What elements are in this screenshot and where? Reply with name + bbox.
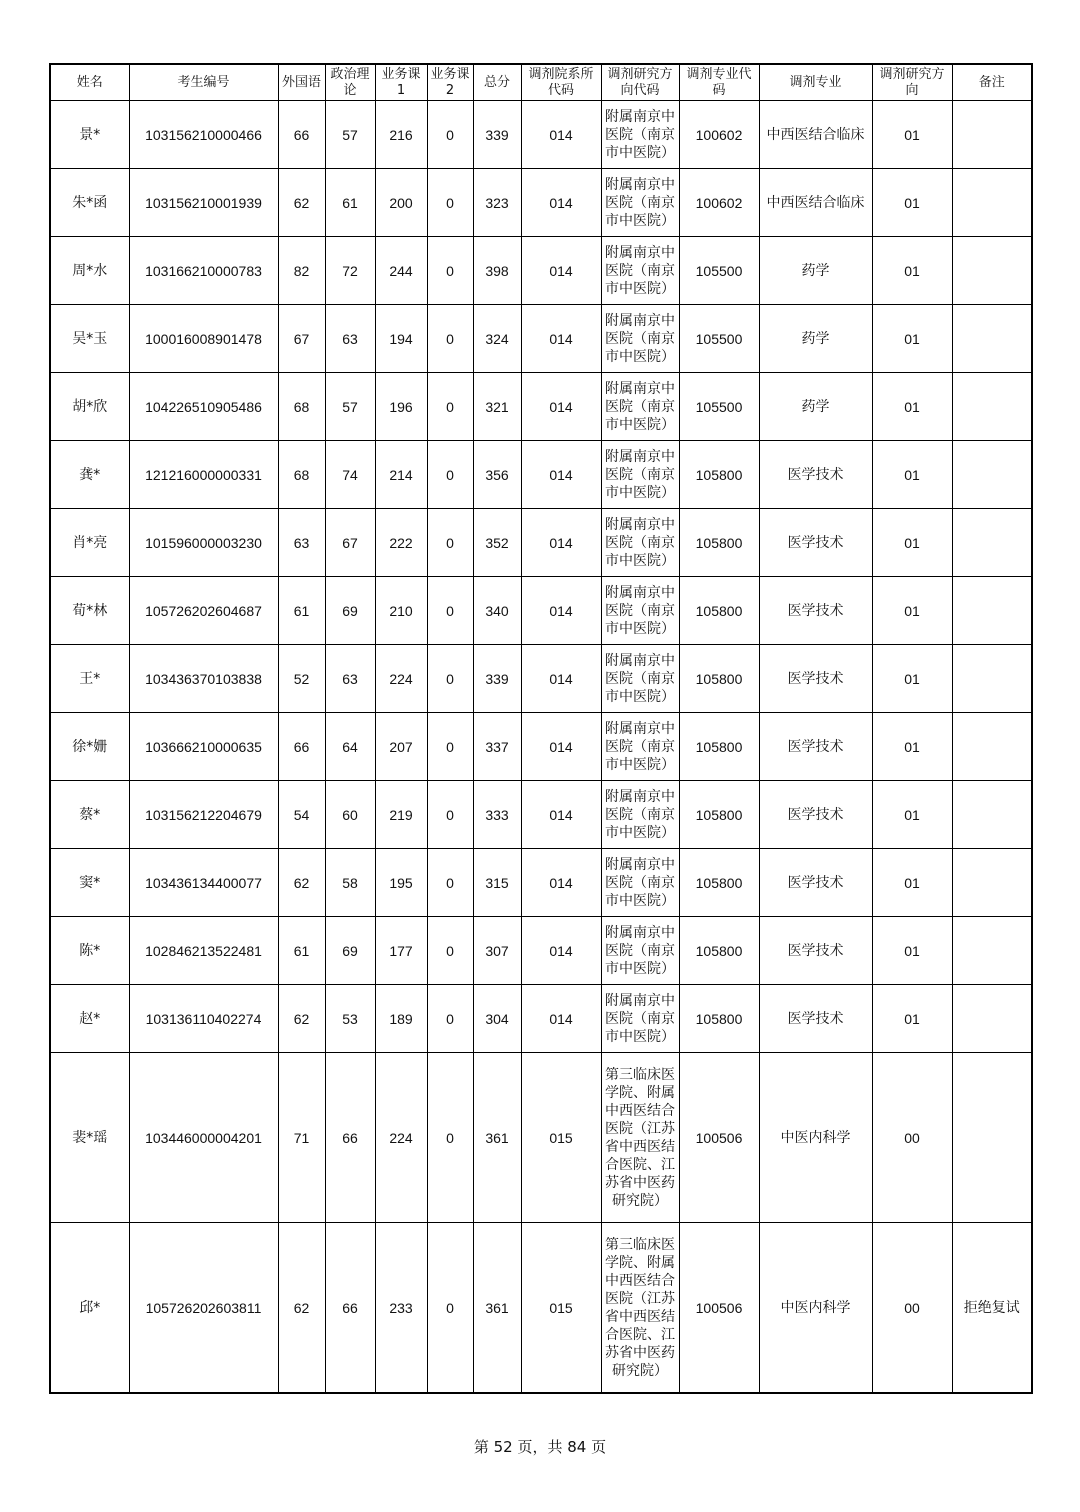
cell-exam-id: 101596000003230 xyxy=(129,509,278,577)
cell-department: 第三临床医学院、附属中西医结合医院（江苏省中西医结合医院、江苏省中医药研究院） xyxy=(601,1223,679,1394)
cell-direction: 01 xyxy=(872,305,952,373)
cell-foreign-language: 62 xyxy=(278,849,325,917)
cell-direction: 01 xyxy=(872,509,952,577)
cell-foreign-language: 68 xyxy=(278,373,325,441)
cell-total: 321 xyxy=(473,373,521,441)
cell-politics: 57 xyxy=(325,101,375,169)
cell-total: 307 xyxy=(473,917,521,985)
cell-major: 中西医结合临床 xyxy=(759,169,872,237)
cell-dept-code: 014 xyxy=(521,985,601,1053)
cell-department: 附属南京中医院（南京市中医院） xyxy=(601,577,679,645)
cell-major: 医学技术 xyxy=(759,509,872,577)
cell-department: 附属南京中医院（南京市中医院） xyxy=(601,169,679,237)
cell-dept-code: 014 xyxy=(521,373,601,441)
cell-course1: 177 xyxy=(375,917,427,985)
cell-department: 附属南京中医院（南京市中医院） xyxy=(601,101,679,169)
cell-exam-id: 103156212204679 xyxy=(129,781,278,849)
cell-major-code: 105800 xyxy=(679,781,759,849)
cell-dept-code: 014 xyxy=(521,917,601,985)
table-row xyxy=(50,441,1032,509)
cell-major: 医学技术 xyxy=(759,781,872,849)
cell-major-code: 105500 xyxy=(679,305,759,373)
cell-total: 323 xyxy=(473,169,521,237)
header-exam-id: 考生编号 xyxy=(129,64,278,101)
cell-remarks xyxy=(952,509,1032,577)
cell-major-code: 105800 xyxy=(679,985,759,1053)
cell-politics: 74 xyxy=(325,441,375,509)
cell-name: 胡*欣 xyxy=(50,373,129,441)
cell-department: 附属南京中医院（南京市中医院） xyxy=(601,373,679,441)
cell-name: 荀*林 xyxy=(50,577,129,645)
cell-course1: 194 xyxy=(375,305,427,373)
cell-major: 医学技术 xyxy=(759,441,872,509)
cell-course2: 0 xyxy=(427,645,473,713)
cell-foreign-language: 66 xyxy=(278,713,325,781)
cell-name: 吴*玉 xyxy=(50,305,129,373)
cell-dept-code: 014 xyxy=(521,781,601,849)
cell-remarks xyxy=(952,305,1032,373)
table-row xyxy=(50,849,1032,917)
cell-dept-code: 014 xyxy=(521,849,601,917)
cell-course1: 216 xyxy=(375,101,427,169)
cell-exam-id: 103156210001939 xyxy=(129,169,278,237)
cell-major-code: 100602 xyxy=(679,101,759,169)
cell-department: 附属南京中医院（南京市中医院） xyxy=(601,237,679,305)
cell-direction: 00 xyxy=(872,1053,952,1223)
cell-exam-id: 102846213522481 xyxy=(129,917,278,985)
cell-name: 窦* xyxy=(50,849,129,917)
cell-exam-id: 103436134400077 xyxy=(129,849,278,917)
cell-major-code: 100602 xyxy=(679,169,759,237)
cell-dept-code: 015 xyxy=(521,1223,601,1394)
cell-name: 陈* xyxy=(50,917,129,985)
cell-exam-id: 103166210000783 xyxy=(129,237,278,305)
cell-major-code: 105800 xyxy=(679,713,759,781)
cell-exam-id: 105726202604687 xyxy=(129,577,278,645)
header-foreign-language: 外国语 xyxy=(278,64,325,101)
cell-major: 中医内科学 xyxy=(759,1223,872,1394)
table-row xyxy=(50,781,1032,849)
cell-total: 361 xyxy=(473,1053,521,1223)
adjustment-table xyxy=(49,63,1033,1394)
cell-total: 356 xyxy=(473,441,521,509)
cell-course2: 0 xyxy=(427,1053,473,1223)
cell-politics: 63 xyxy=(325,645,375,713)
cell-course2: 0 xyxy=(427,169,473,237)
cell-major: 医学技术 xyxy=(759,577,872,645)
cell-politics: 57 xyxy=(325,373,375,441)
cell-politics: 66 xyxy=(325,1053,375,1223)
cell-politics: 60 xyxy=(325,781,375,849)
cell-major-code: 105800 xyxy=(679,917,759,985)
cell-name: 蔡* xyxy=(50,781,129,849)
cell-remarks xyxy=(952,1053,1032,1223)
cell-foreign-language: 68 xyxy=(278,441,325,509)
cell-name: 邱* xyxy=(50,1223,129,1394)
cell-foreign-language: 54 xyxy=(278,781,325,849)
header-total: 总分 xyxy=(473,64,521,101)
cell-foreign-language: 62 xyxy=(278,169,325,237)
cell-course1: 224 xyxy=(375,645,427,713)
cell-major-code: 105500 xyxy=(679,237,759,305)
table-row xyxy=(50,985,1032,1053)
cell-remarks xyxy=(952,237,1032,305)
cell-politics: 61 xyxy=(325,169,375,237)
table-row xyxy=(50,509,1032,577)
cell-dept-code: 014 xyxy=(521,305,601,373)
table-row xyxy=(50,237,1032,305)
cell-department: 附属南京中医院（南京市中医院） xyxy=(601,305,679,373)
cell-exam-id: 105726202603811 xyxy=(129,1223,278,1394)
cell-dept-code: 014 xyxy=(521,169,601,237)
cell-direction: 01 xyxy=(872,577,952,645)
cell-remarks xyxy=(952,577,1032,645)
cell-foreign-language: 61 xyxy=(278,577,325,645)
cell-remarks xyxy=(952,917,1032,985)
table-row xyxy=(50,169,1032,237)
cell-department: 附属南京中医院（南京市中医院） xyxy=(601,849,679,917)
cell-major: 医学技术 xyxy=(759,645,872,713)
cell-direction: 01 xyxy=(872,101,952,169)
header-major-code: 调剂专业代码 xyxy=(679,64,759,101)
cell-direction: 01 xyxy=(872,713,952,781)
cell-remarks xyxy=(952,645,1032,713)
cell-remarks: 拒绝复试 xyxy=(952,1223,1032,1394)
cell-dept-code: 015 xyxy=(521,1053,601,1223)
cell-total: 315 xyxy=(473,849,521,917)
cell-name: 周*水 xyxy=(50,237,129,305)
cell-name: 裴*瑶 xyxy=(50,1053,129,1223)
table-row xyxy=(50,305,1032,373)
cell-course1: 207 xyxy=(375,713,427,781)
cell-course2: 0 xyxy=(427,917,473,985)
cell-direction: 01 xyxy=(872,645,952,713)
cell-direction: 01 xyxy=(872,781,952,849)
cell-course1: 224 xyxy=(375,1053,427,1223)
cell-direction: 01 xyxy=(872,917,952,985)
cell-name: 王* xyxy=(50,645,129,713)
cell-foreign-language: 62 xyxy=(278,1223,325,1394)
cell-major-code: 105800 xyxy=(679,645,759,713)
cell-remarks xyxy=(952,101,1032,169)
header-course1: 业务课1 xyxy=(375,64,427,101)
cell-politics: 64 xyxy=(325,713,375,781)
cell-total: 337 xyxy=(473,713,521,781)
cell-major-code: 105500 xyxy=(679,373,759,441)
cell-course2: 0 xyxy=(427,849,473,917)
table-row xyxy=(50,577,1032,645)
table-row xyxy=(50,373,1032,441)
header-dept-code: 调剂院系所代码 xyxy=(521,64,601,101)
cell-major: 药学 xyxy=(759,305,872,373)
cell-foreign-language: 63 xyxy=(278,509,325,577)
header-direction-code: 调剂研究方向代码 xyxy=(601,64,679,101)
table-row xyxy=(50,645,1032,713)
cell-major: 医学技术 xyxy=(759,985,872,1053)
cell-course2: 0 xyxy=(427,985,473,1053)
cell-exam-id: 103666210000635 xyxy=(129,713,278,781)
cell-course1: 214 xyxy=(375,441,427,509)
cell-department: 附属南京中医院（南京市中医院） xyxy=(601,917,679,985)
cell-total: 324 xyxy=(473,305,521,373)
table-body xyxy=(50,101,1032,1394)
cell-major-code: 105800 xyxy=(679,577,759,645)
cell-department: 附属南京中医院（南京市中医院） xyxy=(601,985,679,1053)
cell-foreign-language: 67 xyxy=(278,305,325,373)
cell-direction: 01 xyxy=(872,237,952,305)
header-course2: 业务课2 xyxy=(427,64,473,101)
cell-direction: 01 xyxy=(872,169,952,237)
cell-course2: 0 xyxy=(427,373,473,441)
cell-remarks xyxy=(952,169,1032,237)
cell-foreign-language: 61 xyxy=(278,917,325,985)
cell-total: 333 xyxy=(473,781,521,849)
cell-major-code: 105800 xyxy=(679,509,759,577)
cell-course1: 189 xyxy=(375,985,427,1053)
cell-department: 附属南京中医院（南京市中医院） xyxy=(601,509,679,577)
cell-department: 附属南京中医院（南京市中医院） xyxy=(601,781,679,849)
cell-remarks xyxy=(952,781,1032,849)
cell-remarks xyxy=(952,985,1032,1053)
cell-name: 肖*亮 xyxy=(50,509,129,577)
cell-major: 医学技术 xyxy=(759,849,872,917)
header-major: 调剂专业 xyxy=(759,64,872,101)
header-name: 姓名 xyxy=(50,64,129,101)
cell-major: 药学 xyxy=(759,237,872,305)
cell-direction: 01 xyxy=(872,849,952,917)
cell-name: 朱*函 xyxy=(50,169,129,237)
cell-total: 340 xyxy=(473,577,521,645)
cell-remarks xyxy=(952,373,1032,441)
cell-course2: 0 xyxy=(427,1223,473,1394)
cell-politics: 72 xyxy=(325,237,375,305)
table-row xyxy=(50,917,1032,985)
cell-dept-code: 014 xyxy=(521,441,601,509)
cell-direction: 00 xyxy=(872,1223,952,1394)
cell-politics: 53 xyxy=(325,985,375,1053)
cell-major-code: 100506 xyxy=(679,1053,759,1223)
cell-department: 附属南京中医院（南京市中医院） xyxy=(601,441,679,509)
cell-course2: 0 xyxy=(427,509,473,577)
cell-major: 中医内科学 xyxy=(759,1053,872,1223)
cell-course2: 0 xyxy=(427,781,473,849)
cell-total: 352 xyxy=(473,509,521,577)
cell-course2: 0 xyxy=(427,713,473,781)
cell-dept-code: 014 xyxy=(521,713,601,781)
cell-course1: 222 xyxy=(375,509,427,577)
cell-exam-id: 103136110402274 xyxy=(129,985,278,1053)
cell-course2: 0 xyxy=(427,441,473,509)
cell-name: 赵* xyxy=(50,985,129,1053)
cell-course1: 195 xyxy=(375,849,427,917)
cell-dept-code: 014 xyxy=(521,645,601,713)
cell-exam-id: 103436370103838 xyxy=(129,645,278,713)
cell-exam-id: 100016008901478 xyxy=(129,305,278,373)
cell-remarks xyxy=(952,849,1032,917)
cell-major-code: 105800 xyxy=(679,441,759,509)
cell-politics: 66 xyxy=(325,1223,375,1394)
cell-politics: 67 xyxy=(325,509,375,577)
table-row xyxy=(50,713,1032,781)
table-row xyxy=(50,1223,1032,1394)
cell-name: 徐*姗 xyxy=(50,713,129,781)
cell-foreign-language: 52 xyxy=(278,645,325,713)
cell-total: 361 xyxy=(473,1223,521,1394)
cell-name: 龚* xyxy=(50,441,129,509)
cell-dept-code: 014 xyxy=(521,237,601,305)
cell-dept-code: 014 xyxy=(521,577,601,645)
page-footer: 第 52 页，共 84 页 xyxy=(473,1438,607,1456)
cell-course1: 200 xyxy=(375,169,427,237)
cell-course2: 0 xyxy=(427,237,473,305)
header-politics: 政治理论 xyxy=(325,64,375,101)
cell-exam-id: 121216000000331 xyxy=(129,441,278,509)
header-row xyxy=(50,64,1032,101)
cell-major: 药学 xyxy=(759,373,872,441)
cell-politics: 69 xyxy=(325,917,375,985)
cell-total: 339 xyxy=(473,645,521,713)
cell-exam-id: 103156210000466 xyxy=(129,101,278,169)
cell-course2: 0 xyxy=(427,101,473,169)
cell-total: 339 xyxy=(473,101,521,169)
cell-dept-code: 014 xyxy=(521,101,601,169)
cell-course1: 233 xyxy=(375,1223,427,1394)
table-row xyxy=(50,1053,1032,1223)
cell-foreign-language: 71 xyxy=(278,1053,325,1223)
cell-major-code: 105800 xyxy=(679,849,759,917)
cell-exam-id: 103446000004201 xyxy=(129,1053,278,1223)
cell-politics: 69 xyxy=(325,577,375,645)
cell-course2: 0 xyxy=(427,577,473,645)
cell-remarks xyxy=(952,713,1032,781)
table-row xyxy=(50,101,1032,169)
cell-course1: 244 xyxy=(375,237,427,305)
cell-foreign-language: 66 xyxy=(278,101,325,169)
cell-course1: 210 xyxy=(375,577,427,645)
cell-course1: 196 xyxy=(375,373,427,441)
cell-major: 中西医结合临床 xyxy=(759,101,872,169)
header-remarks: 备注 xyxy=(952,64,1032,101)
cell-major-code: 100506 xyxy=(679,1223,759,1394)
cell-total: 398 xyxy=(473,237,521,305)
cell-major: 医学技术 xyxy=(759,917,872,985)
cell-department: 附属南京中医院（南京市中医院） xyxy=(601,645,679,713)
cell-foreign-language: 82 xyxy=(278,237,325,305)
cell-major: 医学技术 xyxy=(759,713,872,781)
cell-politics: 58 xyxy=(325,849,375,917)
cell-department: 第三临床医学院、附属中西医结合医院（江苏省中西医结合医院、江苏省中医药研究院） xyxy=(601,1053,679,1223)
cell-dept-code: 014 xyxy=(521,509,601,577)
cell-foreign-language: 62 xyxy=(278,985,325,1053)
cell-course1: 219 xyxy=(375,781,427,849)
cell-direction: 01 xyxy=(872,441,952,509)
cell-exam-id: 104226510905486 xyxy=(129,373,278,441)
header-direction: 调剂研究方向 xyxy=(872,64,952,101)
cell-name: 景* xyxy=(50,101,129,169)
cell-direction: 01 xyxy=(872,373,952,441)
cell-remarks xyxy=(952,441,1032,509)
cell-politics: 63 xyxy=(325,305,375,373)
cell-direction: 01 xyxy=(872,985,952,1053)
cell-course2: 0 xyxy=(427,305,473,373)
cell-department: 附属南京中医院（南京市中医院） xyxy=(601,713,679,781)
cell-total: 304 xyxy=(473,985,521,1053)
